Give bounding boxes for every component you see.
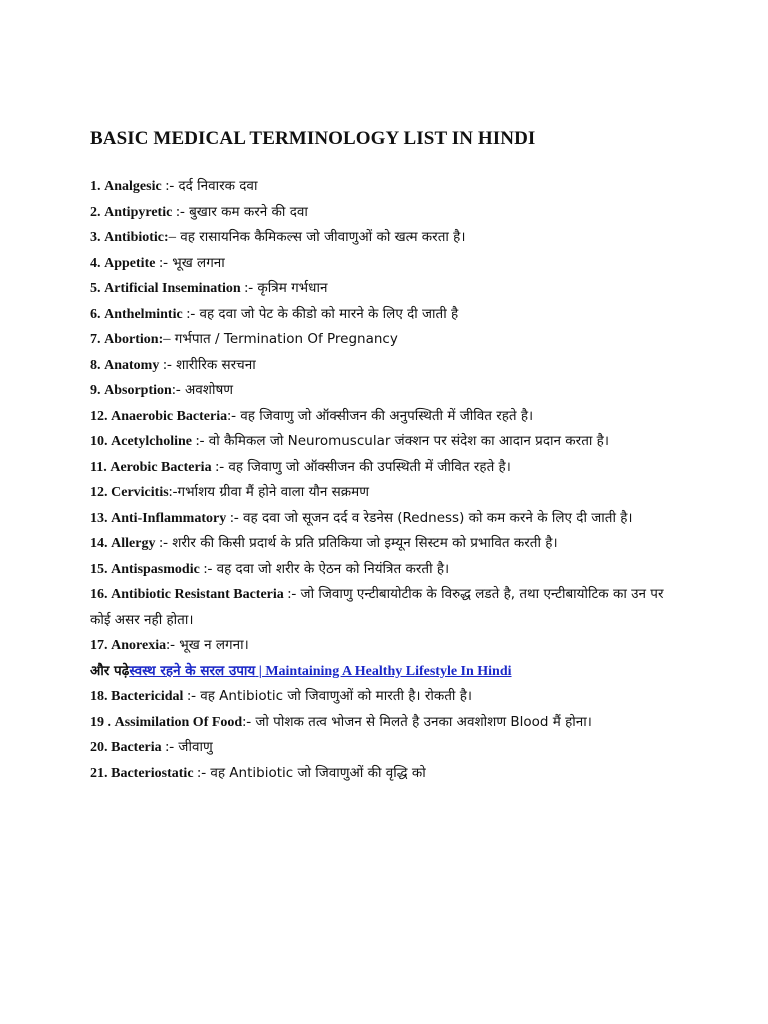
term-entry <box>90 225 680 251</box>
entry-definition: शारीरिक सरचना <box>171 356 256 373</box>
healthy-lifestyle-link[interactable] <box>129 663 511 679</box>
term-entry <box>90 633 680 659</box>
entry-number: 12. <box>90 408 108 424</box>
entry-term: Absorption <box>104 383 172 398</box>
term-entry <box>90 480 680 506</box>
entry-number: 6. <box>90 306 101 322</box>
term-entry <box>90 353 680 379</box>
entry-term: Antibiotic Resistant Bacteria <box>111 587 284 602</box>
entry-separator: :- <box>172 203 185 220</box>
entry-separator: :- <box>240 280 254 296</box>
entry-term: Aerobic Bacteria <box>110 459 212 475</box>
term-entry <box>90 404 680 430</box>
entry-definition: वह Antibiotic जो जिवाणुओं को मारती है। रोकती है। <box>195 688 472 704</box>
entry-number: 13. <box>90 510 108 526</box>
term-entry <box>90 506 680 532</box>
entry-term: Antibiotic: <box>104 230 169 245</box>
read-also-row <box>90 659 680 685</box>
link-english-text: | Maintaining A Healthy Lifestyle In Hindi <box>255 663 512 679</box>
entry-separator: :- <box>159 356 172 373</box>
entry-number: 15. <box>90 561 108 577</box>
entry-definition: कृत्रिम गर्भधान <box>253 280 328 296</box>
entry-definition: वह जिवाणु जो ऑक्सीजन की अनुपस्थिती में जीवित रहते है। <box>235 407 534 424</box>
term-entry <box>90 455 680 481</box>
entry-definition: गर्भाशय ग्रीवा मैं होने वाला यौन सक्रमण <box>177 484 370 500</box>
entry-separator: :- <box>183 688 196 704</box>
entry-term: Anthelmintic <box>104 306 183 322</box>
entry-separator: :- <box>161 178 175 194</box>
entry-separator: :- <box>166 637 175 653</box>
entry-number: 11. <box>90 459 107 475</box>
entry-separator: – <box>168 229 176 245</box>
entry-number: 21. <box>90 765 108 781</box>
entry-definition: गर्भपात / Termination Of Pregnancy <box>170 331 398 347</box>
term-entry <box>90 251 680 277</box>
entry-separator: :- <box>171 382 181 398</box>
link-hindi-text: स्वस्थ रहने के सरल उपाय <box>129 662 256 679</box>
entry-definition: वह दवा जो शरीर के ऐठन को नियंत्रित करती है। <box>212 560 450 577</box>
term-entry <box>90 429 680 455</box>
term-entry <box>90 761 680 787</box>
entry-definition: जो पोशक तत्व भोजन से मिलते है उनका अवशोशण Blood मैं होना। <box>251 713 592 730</box>
entry-separator: :- <box>242 713 252 730</box>
entry-number: 1. <box>90 179 101 194</box>
entry-number: 12. <box>90 485 108 500</box>
entry-definition: दर्द निवारक दवा <box>174 178 258 194</box>
entry-definition: भूख न लगना। <box>174 637 249 653</box>
entry-number: 4. <box>90 255 101 271</box>
entry-separator: :- <box>161 739 175 755</box>
entry-number: 17. <box>90 638 108 653</box>
entry-separator: – <box>163 331 171 347</box>
entry-term: Anorexia <box>111 638 167 653</box>
term-entry <box>90 200 680 226</box>
entry-definition: वह Antibiotic जो जिवाणुओं की वृद्धि को <box>206 764 426 781</box>
entry-term: Allergy <box>111 536 156 551</box>
term-entry <box>90 531 680 557</box>
term-list <box>90 174 680 659</box>
entry-term: Bacteria <box>111 740 162 755</box>
term-entry <box>90 174 680 200</box>
document-title: BASIC MEDICAL TERMINOLOGY LIST IN HINDI <box>90 128 536 149</box>
entry-term: Bactericidal <box>111 689 184 704</box>
term-entry <box>90 378 680 404</box>
term-list-continued <box>90 684 680 786</box>
entry-number: 16. <box>90 587 108 602</box>
entry-term: Appetite <box>104 255 156 271</box>
entry-definition: वह जिवाणु जो ऑक्सीजन की उपस्थिती में जीवित रहते है। <box>224 458 511 475</box>
entry-separator: :- <box>226 509 239 526</box>
term-entry <box>90 557 680 583</box>
entry-definition: अवशोषण <box>180 382 234 398</box>
entry-term: Analgesic <box>104 179 162 194</box>
entry-number: 20. <box>90 740 108 755</box>
entry-number: 3. <box>90 230 101 245</box>
term-entry <box>90 582 680 633</box>
entry-term: Abortion: <box>104 332 164 347</box>
entry-number: 10. <box>90 434 108 449</box>
entry-term: Acetylcholine <box>111 434 192 449</box>
entry-definition: वो कैमिकल जो Neuromuscular जंक्शन पर संदेश का आदान प्रदान करता है। <box>204 433 609 449</box>
entry-term: Assimilation Of Food <box>114 714 243 730</box>
entry-separator: :- <box>199 560 213 577</box>
entry-number: 5. <box>90 281 101 296</box>
entry-separator: :- <box>155 535 168 551</box>
term-entry <box>90 327 680 353</box>
term-entry <box>90 735 680 761</box>
entry-definition: बुखार कम करने की दवा <box>184 203 308 220</box>
document-page <box>90 128 680 786</box>
entry-separator: :- <box>211 458 225 475</box>
entry-definition: जो जिवाणु एन्टीबायोटीक के विरुद्ध लडते है, तथा एन्टीबायोटिक का उन पर कोई असर नही होता। <box>90 586 664 628</box>
entry-separator: :- <box>182 305 196 322</box>
entry-term: Anti-Inflammatory <box>111 510 227 526</box>
entry-definition: भूख लगना <box>167 254 225 271</box>
entry-definition: वह दवा जो पेट के कीडो को मारने के लिए दी जाती है <box>195 305 459 322</box>
entry-separator: :- <box>155 254 168 271</box>
entry-term: Anaerobic Bacteria <box>111 408 228 424</box>
entry-separator: :- <box>283 586 297 602</box>
entry-number: 19 . <box>90 714 111 730</box>
entry-separator: :- <box>192 433 205 449</box>
entry-term: Antispasmodic <box>111 561 200 577</box>
entry-definition: वह दवा जो सूजन दर्द व रेडनेस (Redness) को कम करने के लिए दी जाती है। <box>238 509 633 526</box>
term-entry <box>90 684 680 710</box>
entry-number: 8. <box>90 357 101 373</box>
entry-separator: :- <box>227 407 236 424</box>
entry-term: Anatomy <box>104 357 160 373</box>
entry-term: Antipyretic <box>104 204 173 220</box>
read-also-prefix: और पढ़े <box>90 662 130 679</box>
entry-term: Artificial Insemination <box>104 281 241 296</box>
entry-separator: :- <box>193 764 207 781</box>
entry-number: 9. <box>90 383 101 398</box>
term-entry <box>90 710 680 736</box>
entry-number: 2. <box>90 204 101 220</box>
entry-separator: :- <box>168 484 178 500</box>
term-entry <box>90 302 680 328</box>
entry-number: 7. <box>90 332 101 347</box>
entry-number: 18. <box>90 689 108 704</box>
entry-definition: जीवाणु <box>174 739 213 755</box>
entry-term: Cervicitis <box>111 485 169 500</box>
entry-number: 14. <box>90 536 108 551</box>
entry-definition: शरीर की किसी प्रदार्थ के प्रति प्रतिकिया जो इम्यून सिस्टम को प्रभावित करती है। <box>167 535 558 551</box>
term-entry <box>90 276 680 302</box>
entry-definition: वह रासायनिक कैमिकल्स जो जीवाणुओं को खत्म करता है। <box>175 229 466 245</box>
entry-term: Bacteriostatic <box>111 765 194 781</box>
